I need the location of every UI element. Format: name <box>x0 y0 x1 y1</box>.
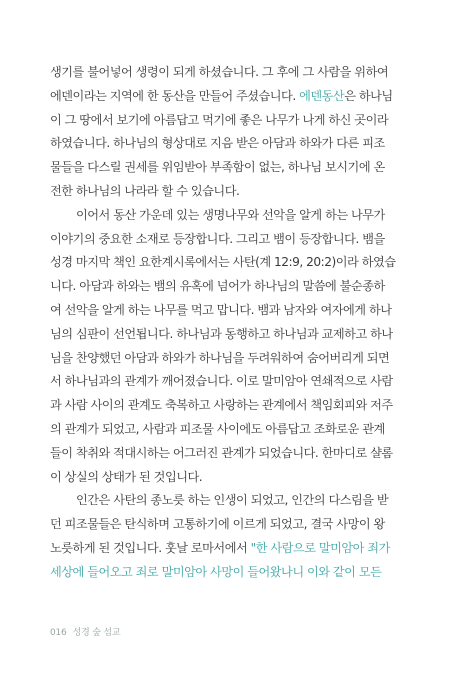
page-number: 016 <box>50 628 67 638</box>
text-segment: 님을 찬양했던 아담과 하와가 하나님을 두려워하여 숨어버리게 되면 <box>50 350 390 365</box>
text-line <box>50 275 422 299</box>
text-line <box>50 323 422 347</box>
text-line <box>50 418 422 442</box>
text-line <box>50 370 422 394</box>
text-segment: 인간은 사탄의 종노릇 하는 인생이 되었고, 인간의 다스림을 받 <box>76 493 389 508</box>
text-line <box>50 85 422 109</box>
text-line <box>50 466 422 490</box>
body-text <box>50 61 422 585</box>
text-segment: 하였습니다. 하나님의 형상대로 지음 받은 아담과 하와가 다른 피조 <box>50 136 385 151</box>
text-line <box>50 442 422 466</box>
text-segment: 은 하나님 <box>344 88 393 103</box>
highlighted-text: 세상에 들어오고 죄로 말미암아 사망이 들어왔나니 이와 같이 모든 <box>50 564 382 579</box>
page-footer <box>50 625 120 638</box>
text-line <box>50 180 422 204</box>
text-segment: 여 선악을 알게 하는 나무를 먹고 맙니다. 뱀과 남자와 여자에게 하나 <box>50 302 392 317</box>
text-segment: 니다. 아담과 하와는 뱀의 유혹에 넘어가 하나님의 말씀에 불순종하 <box>50 279 385 294</box>
text-line <box>50 561 422 585</box>
highlighted-text: 에덴동산 <box>299 88 345 103</box>
text-line <box>50 61 422 85</box>
text-segment: 던 피조물들은 탄식하며 고통하기에 이르게 되었고, 결국 사망이 왕 <box>50 517 385 532</box>
text-segment: 성경 마지막 책인 요한계시록에서는 사탄(계 12:9, 20:2)이라 하였습 <box>50 255 396 270</box>
book-title: 성경 숲 섬교 <box>72 628 121 638</box>
text-segment: 노릇하게 된 것입니다. 훗날 로마서에서 <box>50 540 251 555</box>
text-segment: 들이 착취와 적대시하는 어그러진 관계가 되었습니다. 한마디로 샬롬 <box>50 445 393 460</box>
text-segment: 이어서 동산 가운데 있는 생명나무와 선악을 알게 하는 나무가 <box>76 207 385 222</box>
text-line <box>50 204 422 228</box>
text-line <box>50 132 422 156</box>
text-line <box>50 394 422 418</box>
text-segment: 에덴이라는 지역에 한 동산을 만들어 주셨습니다. <box>50 88 300 103</box>
paragraph <box>50 204 422 490</box>
text-segment: 님의 심판이 선언됩니다. 하나님과 동행하고 하나님과 교제하고 하나 <box>50 326 393 341</box>
text-line <box>50 251 422 275</box>
text-line <box>50 109 422 133</box>
text-segment: 생기를 불어넣어 생령이 되게 하셨습니다. 그 후에 그 사람을 위하여 <box>50 65 389 79</box>
paragraph <box>50 489 422 584</box>
paragraph <box>50 61 422 204</box>
text-segment: 물들을 다스릴 권세를 위임받아 부족함이 없는, 하나님 보시기에 온 <box>50 160 385 175</box>
text-segment: 이 그 땅에서 보기에 아름답고 먹기에 좋은 나무가 나게 하신 곳이라 <box>50 112 389 127</box>
text-line <box>50 347 422 371</box>
text-segment: 전한 하나님의 나라라 할 수 있습니다. <box>50 183 240 198</box>
text-line <box>50 156 422 180</box>
text-line <box>50 228 422 252</box>
text-segment: 이야기의 중요한 소재로 등장합니다. 그리고 뱀이 등장합니다. 뱀을 <box>50 231 385 246</box>
text-line <box>50 299 422 323</box>
text-line <box>50 537 422 561</box>
text-segment: 이 상실의 상태가 된 것입니다. <box>50 469 203 484</box>
text-line <box>50 513 422 537</box>
text-segment: 과 사람 사이의 관계도 축복하고 사랑하는 관계에서 책임회피와 저주 <box>50 398 393 413</box>
text-segment: 서 하나님과의 관계가 깨어졌습니다. 이로 말미암아 연쇄적으로 사람 <box>50 374 393 389</box>
text-segment: 의 관계가 되었고, 사람과 피조물 사이에도 아름답고 조화로운 관계 <box>50 421 385 436</box>
highlighted-text: "한 사람으로 말미암아 죄가 <box>250 540 390 555</box>
text-line <box>50 489 422 513</box>
